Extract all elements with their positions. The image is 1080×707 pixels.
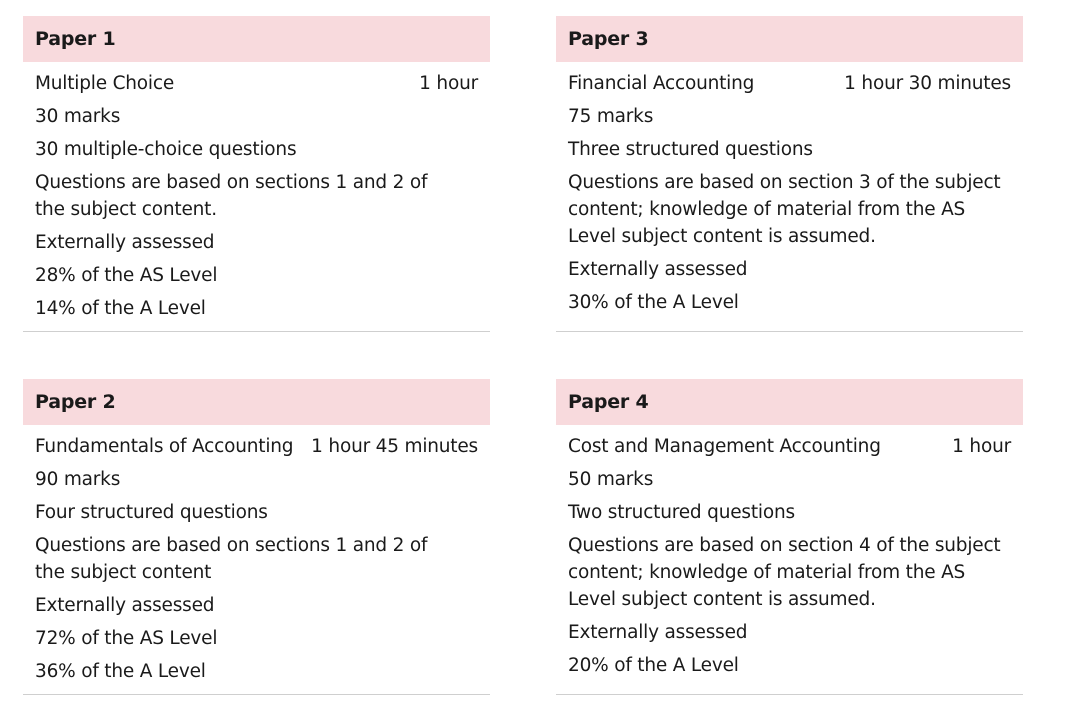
paper-4-card	[556, 379, 1023, 695]
paper-3-duration: 1 hour 30 minutes	[844, 73, 1011, 94]
paper-4-details	[556, 425, 1023, 695]
paper-3-heading: Paper 3	[568, 28, 649, 50]
paper-1-marks: 30 marks	[35, 106, 121, 127]
paper-4-marks: 50 marks	[568, 469, 654, 490]
paper-4-title: Cost and Management Accounting	[568, 436, 881, 457]
paper-3-details	[556, 62, 1023, 332]
paper-2-marks: 90 marks	[35, 469, 121, 490]
paper-1-duration: 1 hour	[419, 73, 478, 94]
paper-2-questions: Four structured questions	[35, 502, 268, 523]
paper-2-weight-as: 72% of the AS Level	[35, 628, 218, 649]
paper-2-assessment: Externally assessed	[35, 595, 215, 616]
paper-4-questions: Two structured questions	[568, 502, 795, 523]
paper-4-duration: 1 hour	[952, 436, 1011, 457]
paper-1-weight-a: 14% of the A Level	[35, 298, 206, 319]
paper-1-heading: Paper 1	[35, 28, 116, 50]
paper-3-title: Financial Accounting	[568, 73, 755, 94]
paper-1-title: Multiple Choice	[35, 73, 175, 94]
paper-2-content: Questions are based on sections 1 and 2 of the subject content	[35, 535, 428, 583]
paper-4-title-row	[568, 433, 1011, 460]
paper-1-assessment: Externally assessed	[35, 232, 215, 253]
paper-2-title-row	[35, 433, 478, 460]
paper-2-duration: 1 hour 45 minutes	[311, 436, 478, 457]
paper-1-header	[23, 16, 490, 62]
paper-1-title-row	[35, 70, 478, 97]
paper-3-marks: 75 marks	[568, 106, 654, 127]
paper-2-title: Fundamentals of Accounting	[35, 436, 294, 457]
paper-4-heading: Paper 4	[568, 391, 649, 413]
paper-3-content: Questions are based on section 3 of the subject content; knowledge of material from the AS Level subject content is assumed.	[568, 172, 1001, 247]
paper-3-card	[556, 16, 1023, 332]
paper-2-weight-a: 36% of the A Level	[35, 661, 206, 682]
paper-1-details	[23, 62, 490, 332]
paper-4-header	[556, 379, 1023, 425]
paper-3-questions: Three structured questions	[568, 139, 813, 160]
paper-3-header	[556, 16, 1023, 62]
paper-2-card	[23, 379, 490, 695]
paper-2-header	[23, 379, 490, 425]
paper-3-weight-a: 30% of the A Level	[568, 292, 739, 313]
paper-1-questions: 30 multiple-choice questions	[35, 139, 297, 160]
paper-4-assessment: Externally assessed	[568, 622, 748, 643]
paper-2-details	[23, 425, 490, 695]
paper-2-heading: Paper 2	[35, 391, 116, 413]
paper-1-content: Questions are based on sections 1 and 2 of the subject content.	[35, 172, 428, 220]
paper-3-title-row	[568, 70, 1011, 97]
paper-3-assessment: Externally assessed	[568, 259, 748, 280]
paper-4-content: Questions are based on section 4 of the subject content; knowledge of material from the AS Level subject content is assumed.	[568, 535, 1001, 610]
paper-1-weight-as: 28% of the AS Level	[35, 265, 218, 286]
paper-4-weight-a: 20% of the A Level	[568, 655, 739, 676]
paper-1-card	[23, 16, 490, 332]
